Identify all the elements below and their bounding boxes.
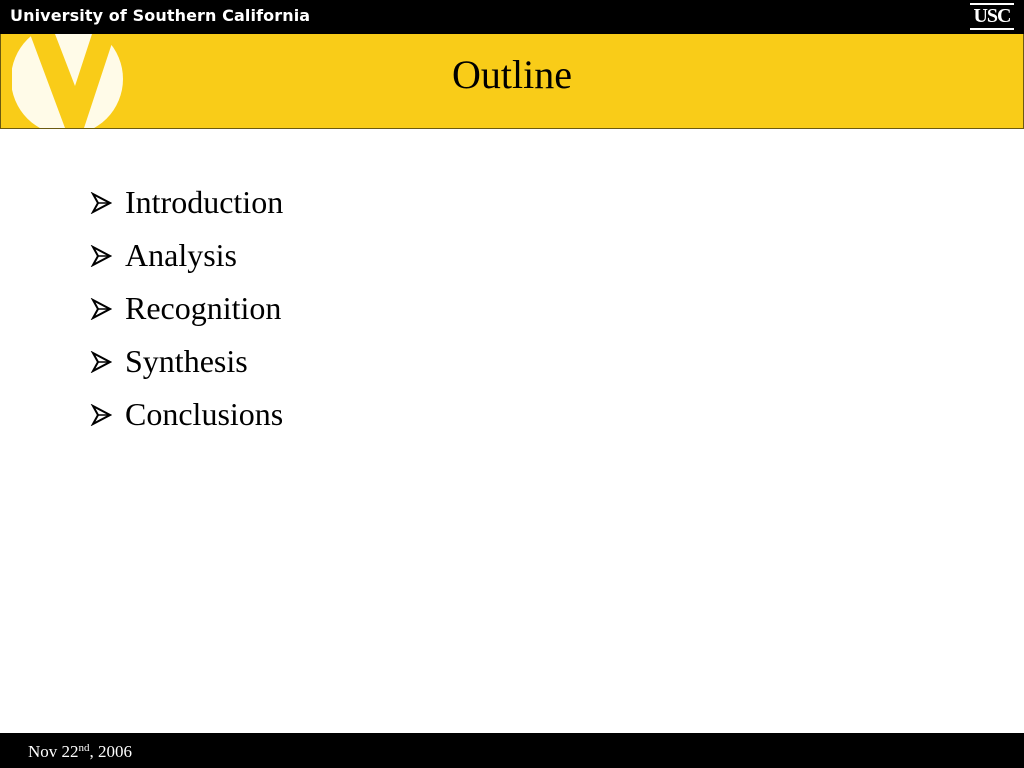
list-item: [90, 229, 283, 282]
footer-date-suffix: nd: [78, 742, 90, 754]
slide-title: Outline: [452, 52, 572, 97]
bullet-text: Recognition: [125, 290, 282, 326]
top-bar: [0, 0, 1024, 34]
footer-date: [28, 742, 132, 762]
university-name: University of Southern California: [10, 6, 311, 25]
bullet-text: Introduction: [125, 184, 284, 220]
arrow-bullet-icon: [90, 298, 112, 320]
list-item: [90, 282, 283, 335]
arrow-bullet-icon: [90, 192, 112, 214]
usc-logo: USC: [970, 3, 1014, 30]
bullet-text: Analysis: [125, 237, 237, 273]
arrow-bullet-icon: [90, 351, 112, 373]
list-item: [90, 335, 283, 388]
arrow-bullet-icon: [90, 245, 112, 267]
footer-date-prefix: Nov 22: [28, 742, 79, 761]
footer-date-rest: , 2006: [89, 742, 133, 761]
footer-bar: [0, 733, 1024, 768]
list-item: [90, 176, 283, 229]
list-item: [90, 388, 283, 441]
bullet-text: Conclusions: [125, 396, 284, 432]
arrow-bullet-icon: [90, 404, 112, 426]
bullet-text: Synthesis: [125, 343, 248, 379]
bullet-list: [90, 176, 283, 441]
